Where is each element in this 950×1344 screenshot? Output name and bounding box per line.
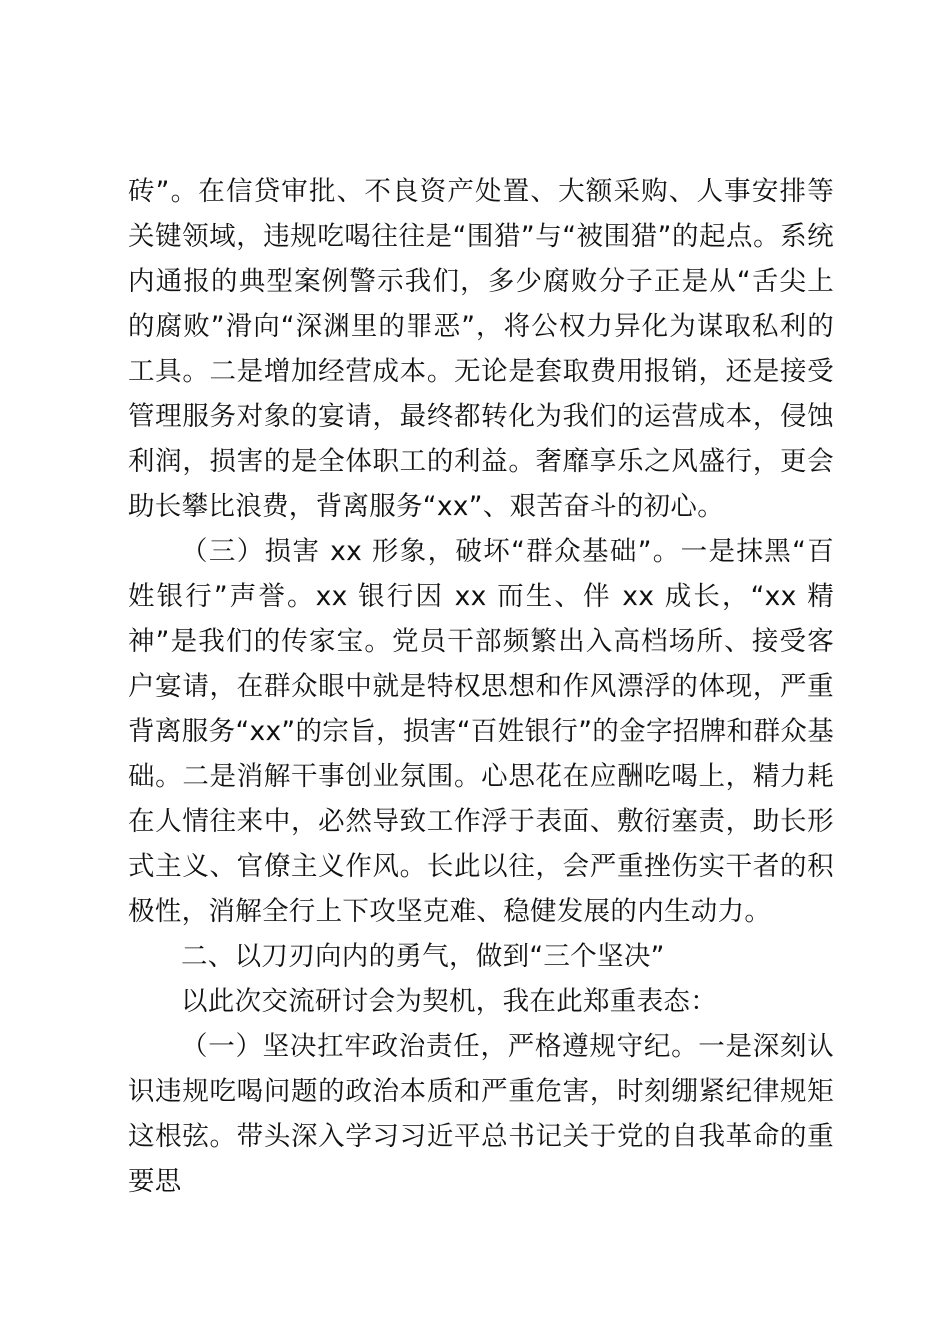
paragraph-pledge-intro: 以此次交流研讨会为契机，我在此郑重表态： bbox=[181, 986, 717, 1017]
paragraph-consequences-cost: 砖”。在信贷审批、不良资产处置、大额采购、人事安排等关键领域，违规吃喝往往是“围猎”与“被围猎”的起点。系统内通报的典型案例警示我们，多少腐败分子正是从“舌尖上的腐败”滑向“深渊里的罪恶”，将公权力异化为谋取私利的工具。二是增加经营成本。无论是套取费用报销，还是接受管理服务对象的宴请，最终都转化为我们的运营成本，侵蚀利润，损害的是全体职工的利益。奢靡享乐之风盛行，更会助长攀比浪费，背离服务“xx”、艰苦奋斗的初心。 bbox=[128, 176, 834, 522]
paragraph-pledge-one: （一）坚决扛牢政治责任，严格遵规守纪。一是深刻认识违规吃喝问题的政治本质和严重危害，时刻绷紧纪律规矩这根弦。带头深入学习习近平总书记关于党的自我革命的重要思 bbox=[128, 1031, 834, 1197]
paragraph-section-three: （三）损害 xx 形象，破坏“群众基础”。一是抹黑“百姓银行”声誉。xx 银行因 xx 而生、伴 xx 成长，“xx 精神”是我们的传家宝。党员干部频繁出入高档场所、接受客户宴请，在群众眼中就是特权思想和作风漂浮的体现，严重背离服务“xx”的宗旨，损害“百姓银行”的金字招牌和群众基础。二是消解干事创业氛围。心思花在应酬吃喝上，精力耗在人情往来中，必然导致工作浮于表面、敷衍塞责，助长形式主义、官僚主义作风。长此以往，会严重挫伤实干者的积极性，消解全行上下攻坚克难、稳健发展的内生动力。 bbox=[128, 536, 835, 927]
section-heading-two: 二、以刀刃向内的勇气，做到“三个坚决” bbox=[181, 941, 665, 972]
document-body bbox=[128, 169, 834, 1204]
